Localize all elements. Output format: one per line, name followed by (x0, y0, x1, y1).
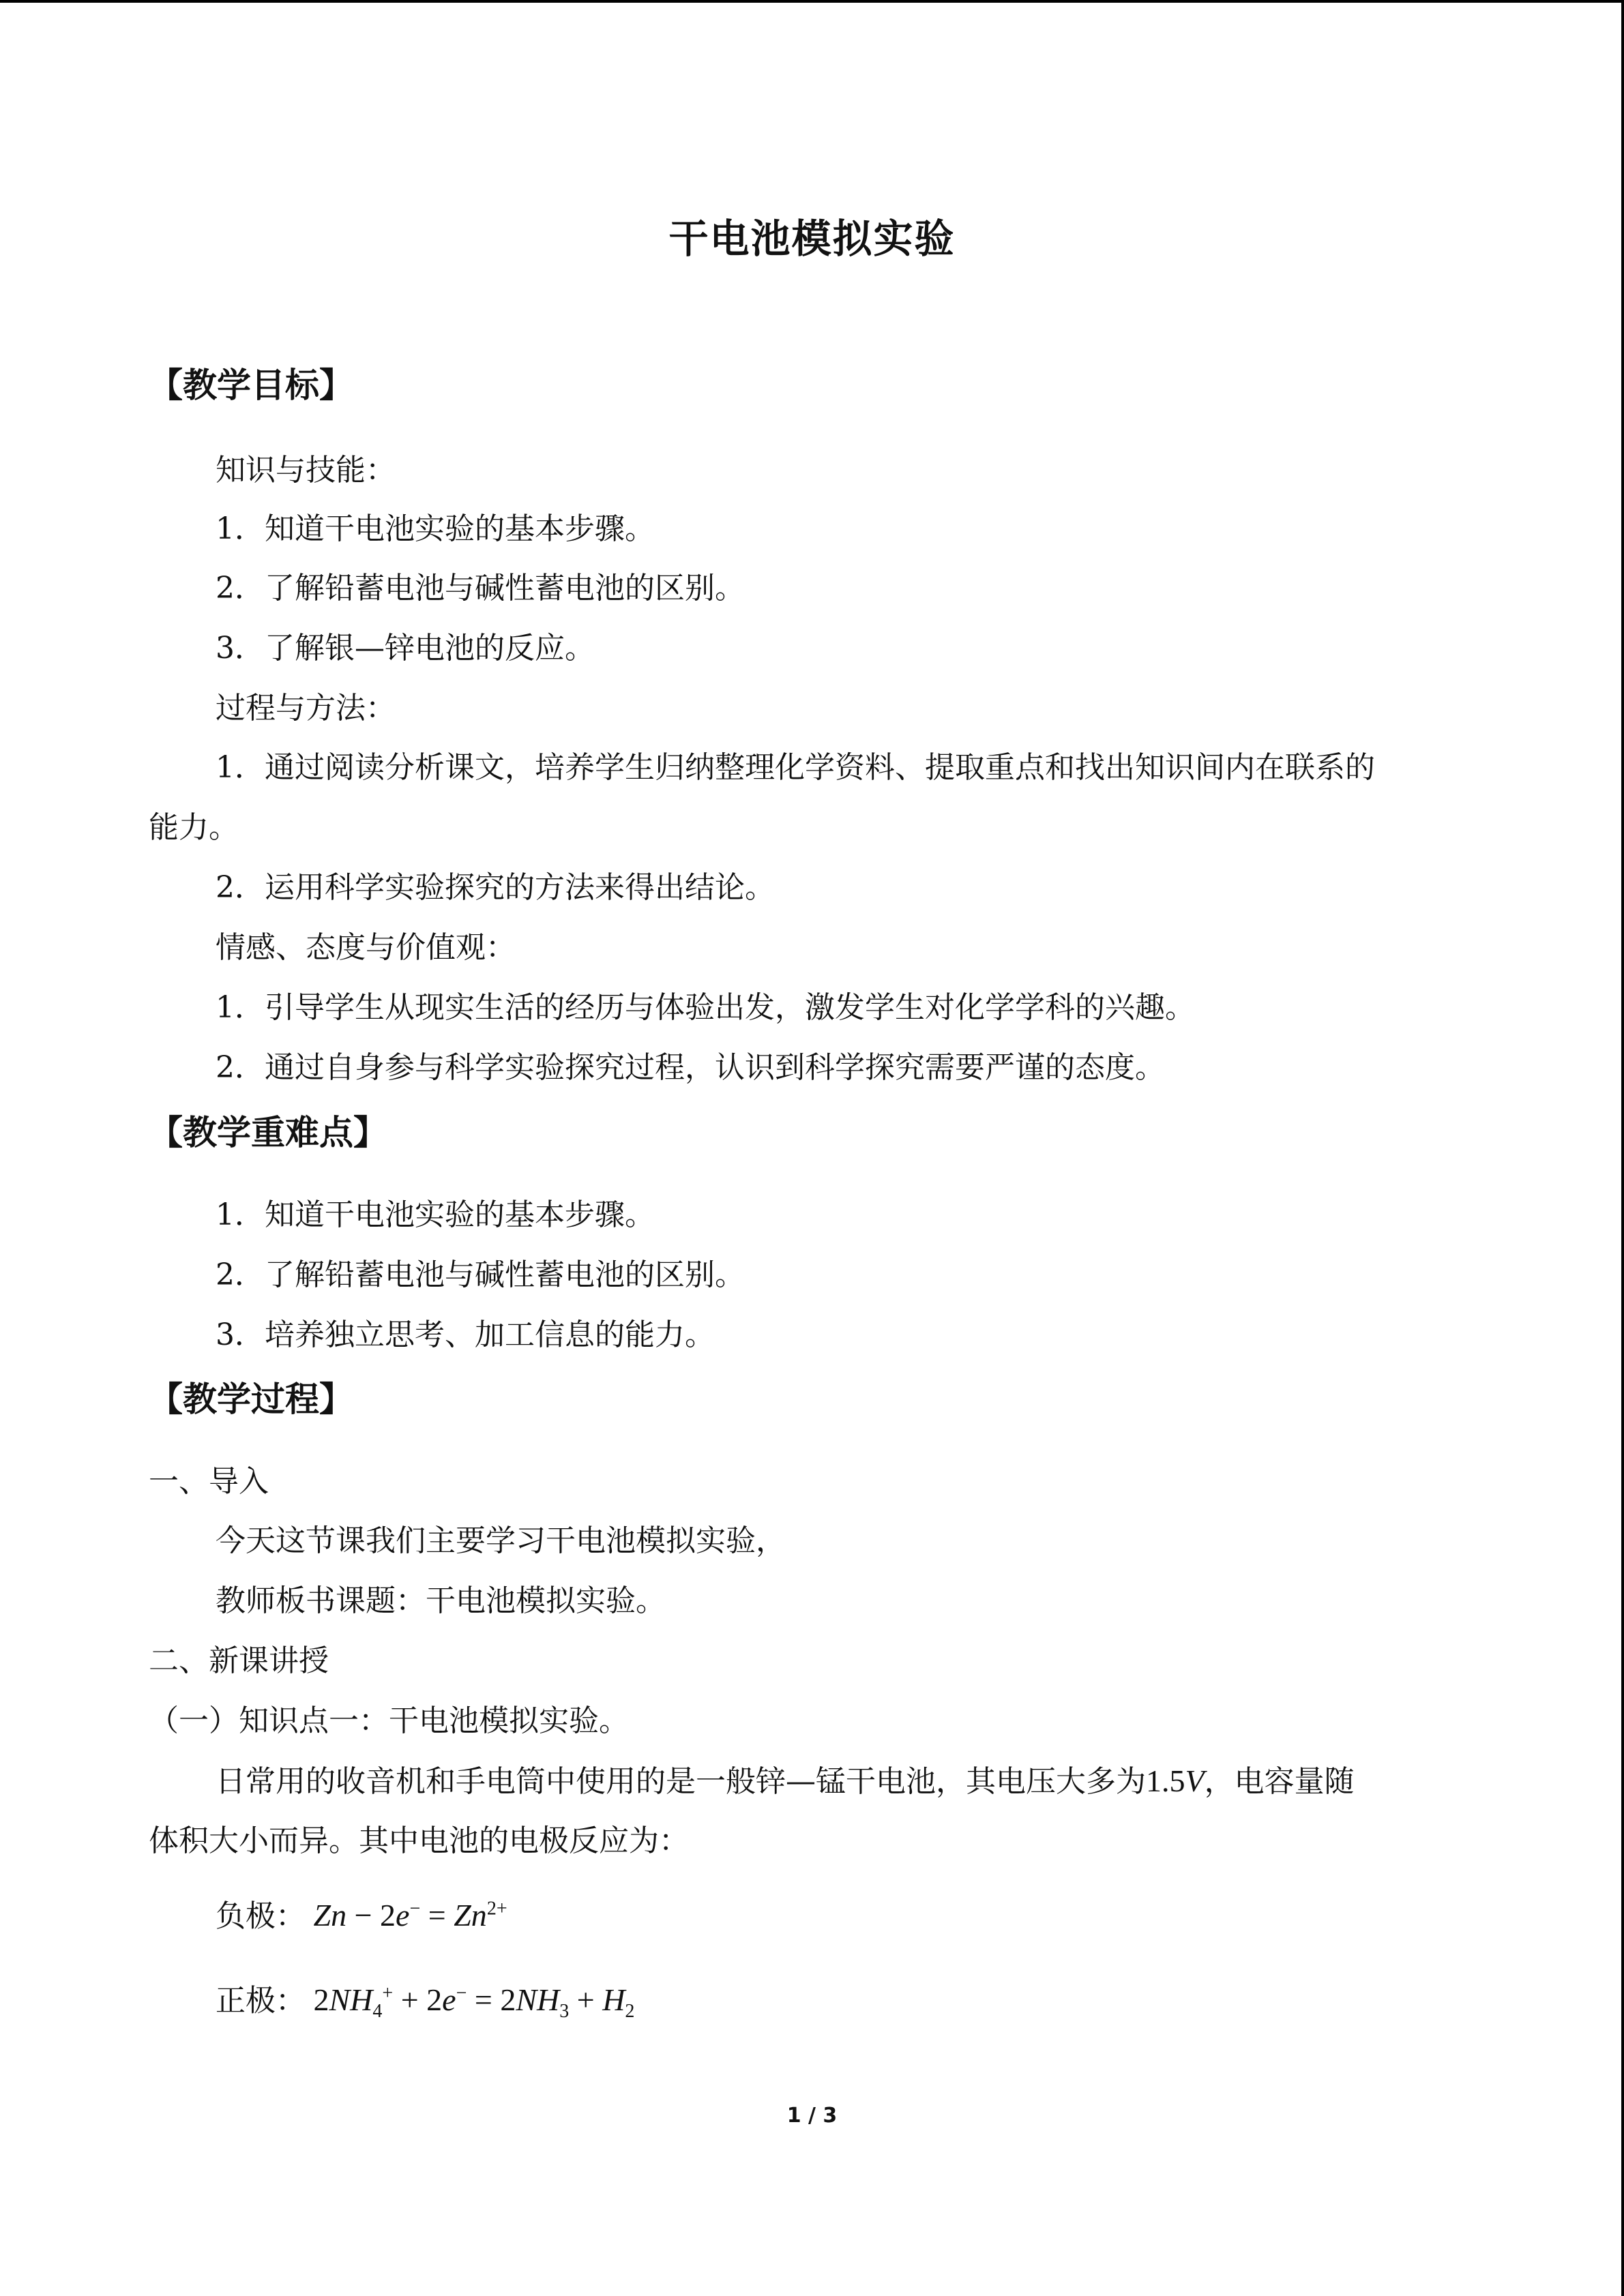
key-point-item-1: 1．知道干电池实验的基本步骤。 (216, 1197, 655, 1232)
knowledge-point-1-heading: （一）知识点一：干电池模拟实验。 (149, 1703, 629, 1738)
process-item-2: 2．运用科学实验探究的方法来得出结论。 (216, 870, 775, 905)
positive-label: 正极： (216, 1983, 306, 2018)
page-number: 1 / 3 (786, 2104, 838, 2128)
intro-line-1: 今天这节课我们主要学习干电池模拟实验， (216, 1523, 786, 1558)
emotion-label: 情感、态度与价值观： (216, 930, 516, 965)
new-lesson-heading: 二、新课讲授 (149, 1643, 329, 1678)
key-point-item-2: 2．了解铅蓄电池与碱性蓄电池的区别。 (216, 1257, 745, 1292)
emotion-item-1: 1．引导学生从现实生活的经历与体验出发，激发学生对化学学科的兴趣。 (216, 990, 1195, 1025)
knowledge-item-3: 3．了解银—锌电池的反应。 (216, 631, 595, 666)
knowledge-label: 知识与技能： (216, 453, 396, 488)
section-heading-objectives: 【教学目标】 (149, 366, 353, 405)
document-title: 干电池模拟实验 (668, 215, 956, 262)
negative-equation: $Zn - 2e^- = Zn^{2+}$ (313, 1898, 507, 1933)
paragraph-line-1-text-b: ，电容量随 (1204, 1764, 1355, 1799)
negative-label: 负极： (216, 1898, 306, 1934)
knowledge-item-2: 2．了解铅蓄电池与碱性蓄电池的区别。 (216, 571, 745, 606)
knowledge-item-1: 1．知道干电池实验的基本步骤。 (216, 511, 655, 546)
paragraph-line-1-text-a: 日常用的收音机和手电筒中使用的是一般锌—锰干电池，其电压大多为 (216, 1764, 1146, 1799)
section-heading-key-points: 【教学重难点】 (149, 1113, 387, 1152)
paragraph-line-1 (216, 1761, 1355, 1802)
positive-electrode-line (216, 1973, 634, 2033)
positive-equation: $2NH_4^+ + 2e^- = 2NH_3 + H_2$ (313, 1982, 635, 2023)
intro-line-2: 教师板书课题：干电池模拟实验。 (216, 1583, 666, 1618)
voltage-value: 1.5V (1146, 1763, 1205, 1798)
key-point-item-3: 3．培养独立思考、加工信息的能力。 (216, 1317, 715, 1352)
section-heading-process: 【教学过程】 (149, 1380, 353, 1419)
paragraph-line-2: 体积大小而异。其中电池的电极反应为： (149, 1823, 689, 1858)
negative-electrode-line (216, 1889, 507, 1937)
intro-heading: 一、导入 (149, 1464, 269, 1499)
process-item-1-line1: 1．通过阅读分析课文，培养学生归纳整理化学资料、提取重点和找出知识间内在联系的 (216, 750, 1375, 785)
emotion-item-2: 2．通过自身参与科学实验探究过程，认识到科学探究需要严谨的态度。 (216, 1050, 1165, 1085)
process-label: 过程与方法： (216, 691, 396, 726)
process-item-1-line2: 能力。 (149, 810, 239, 845)
